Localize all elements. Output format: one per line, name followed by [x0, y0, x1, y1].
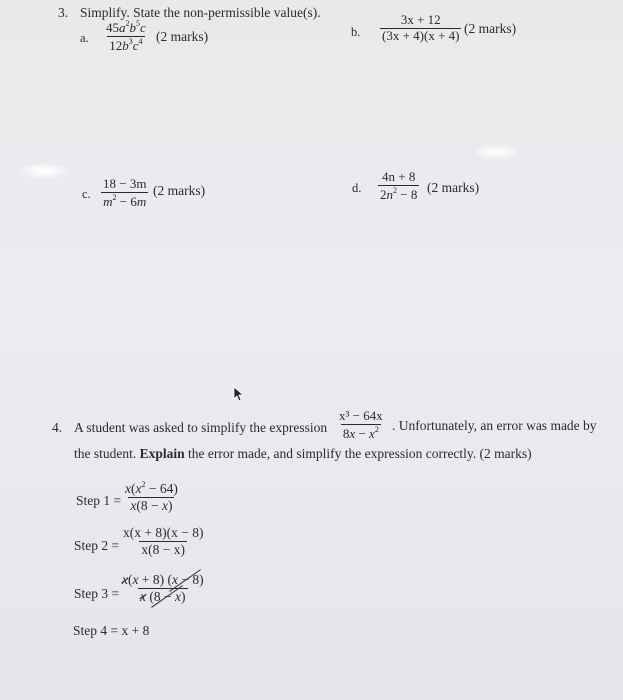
- step2-numerator: x(x + 8)(x − 8): [123, 525, 204, 540]
- q3b-numerator: 3x + 12: [400, 12, 441, 27]
- light-glare-left: [20, 163, 68, 179]
- q3b-marks: (2 marks): [464, 21, 517, 36]
- step2-label: Step 2 =: [74, 538, 120, 553]
- q4-line2: [74, 446, 532, 462]
- q3c-numerator: 18 − 3m: [103, 176, 147, 191]
- q3c-denominator: $m^2 - 6m$: [103, 192, 147, 209]
- q3b-fraction: [380, 13, 461, 44]
- step1-fraction: [123, 480, 180, 513]
- q4-expression: [337, 409, 385, 442]
- q3b-letter: b.: [351, 25, 361, 39]
- step3-fraction: [120, 572, 206, 604]
- q3-prompt: Simplify. State the non-permissible value(s).: [80, 5, 321, 20]
- q4-text-before: A student was asked to simplify the expression: [74, 420, 328, 435]
- step2-fraction: [121, 525, 205, 557]
- q3a-letter: a.: [80, 31, 89, 45]
- q4-line2-end: the error made, and simplify the expression correctly. (2 marks): [188, 446, 532, 461]
- q4-expr-numerator: x³ − 64x: [339, 408, 383, 423]
- q3a-denominator: $12b^3c^4$: [109, 36, 143, 53]
- step3-label: Step 3 =: [74, 586, 120, 601]
- mouse-cursor-icon: [233, 386, 245, 402]
- q3a-numerator: $45a^2b^5c$: [106, 19, 146, 35]
- step4: Step 4 = x + 8: [73, 623, 150, 638]
- q3c-fraction: [101, 177, 148, 210]
- step2-denominator: x(8 − x): [141, 541, 186, 557]
- step3-denominator: x (8 − x): [140, 588, 186, 604]
- q3d-numerator: 4n + 8: [382, 169, 416, 184]
- q3-number: 3.: [58, 5, 69, 20]
- q4-line2-bold: Explain: [139, 446, 185, 461]
- q3d-denominator: $2n^2 - 8$: [380, 185, 418, 202]
- q4-number: 4.: [52, 420, 63, 435]
- q3a-marks: (2 marks): [156, 29, 209, 44]
- step1-numerator: $x(x^2 - 64)$: [125, 480, 178, 496]
- q3d-marks: (2 marks): [427, 180, 480, 195]
- step3-numerator: x(x + 8) (x − 8): [122, 572, 204, 587]
- q3c-letter: c.: [82, 187, 91, 201]
- q3d-fraction: [378, 170, 419, 203]
- q3c-marks: (2 marks): [153, 183, 206, 198]
- q4-text-after: . Unfortunately, an error was made by: [392, 418, 597, 433]
- step1-label: Step 1 =: [76, 493, 122, 508]
- q3b-denominator: (3x + 4)(x + 4): [382, 27, 460, 43]
- q3a-fraction: [104, 19, 148, 54]
- light-glare-right: [475, 144, 519, 160]
- q4-expr-denominator: $8x - x^2$: [342, 424, 379, 441]
- step1-denominator: x(8 − x): [130, 497, 173, 513]
- q3d-letter: d.: [352, 181, 362, 195]
- q4-line2-start: the student.: [74, 446, 137, 461]
